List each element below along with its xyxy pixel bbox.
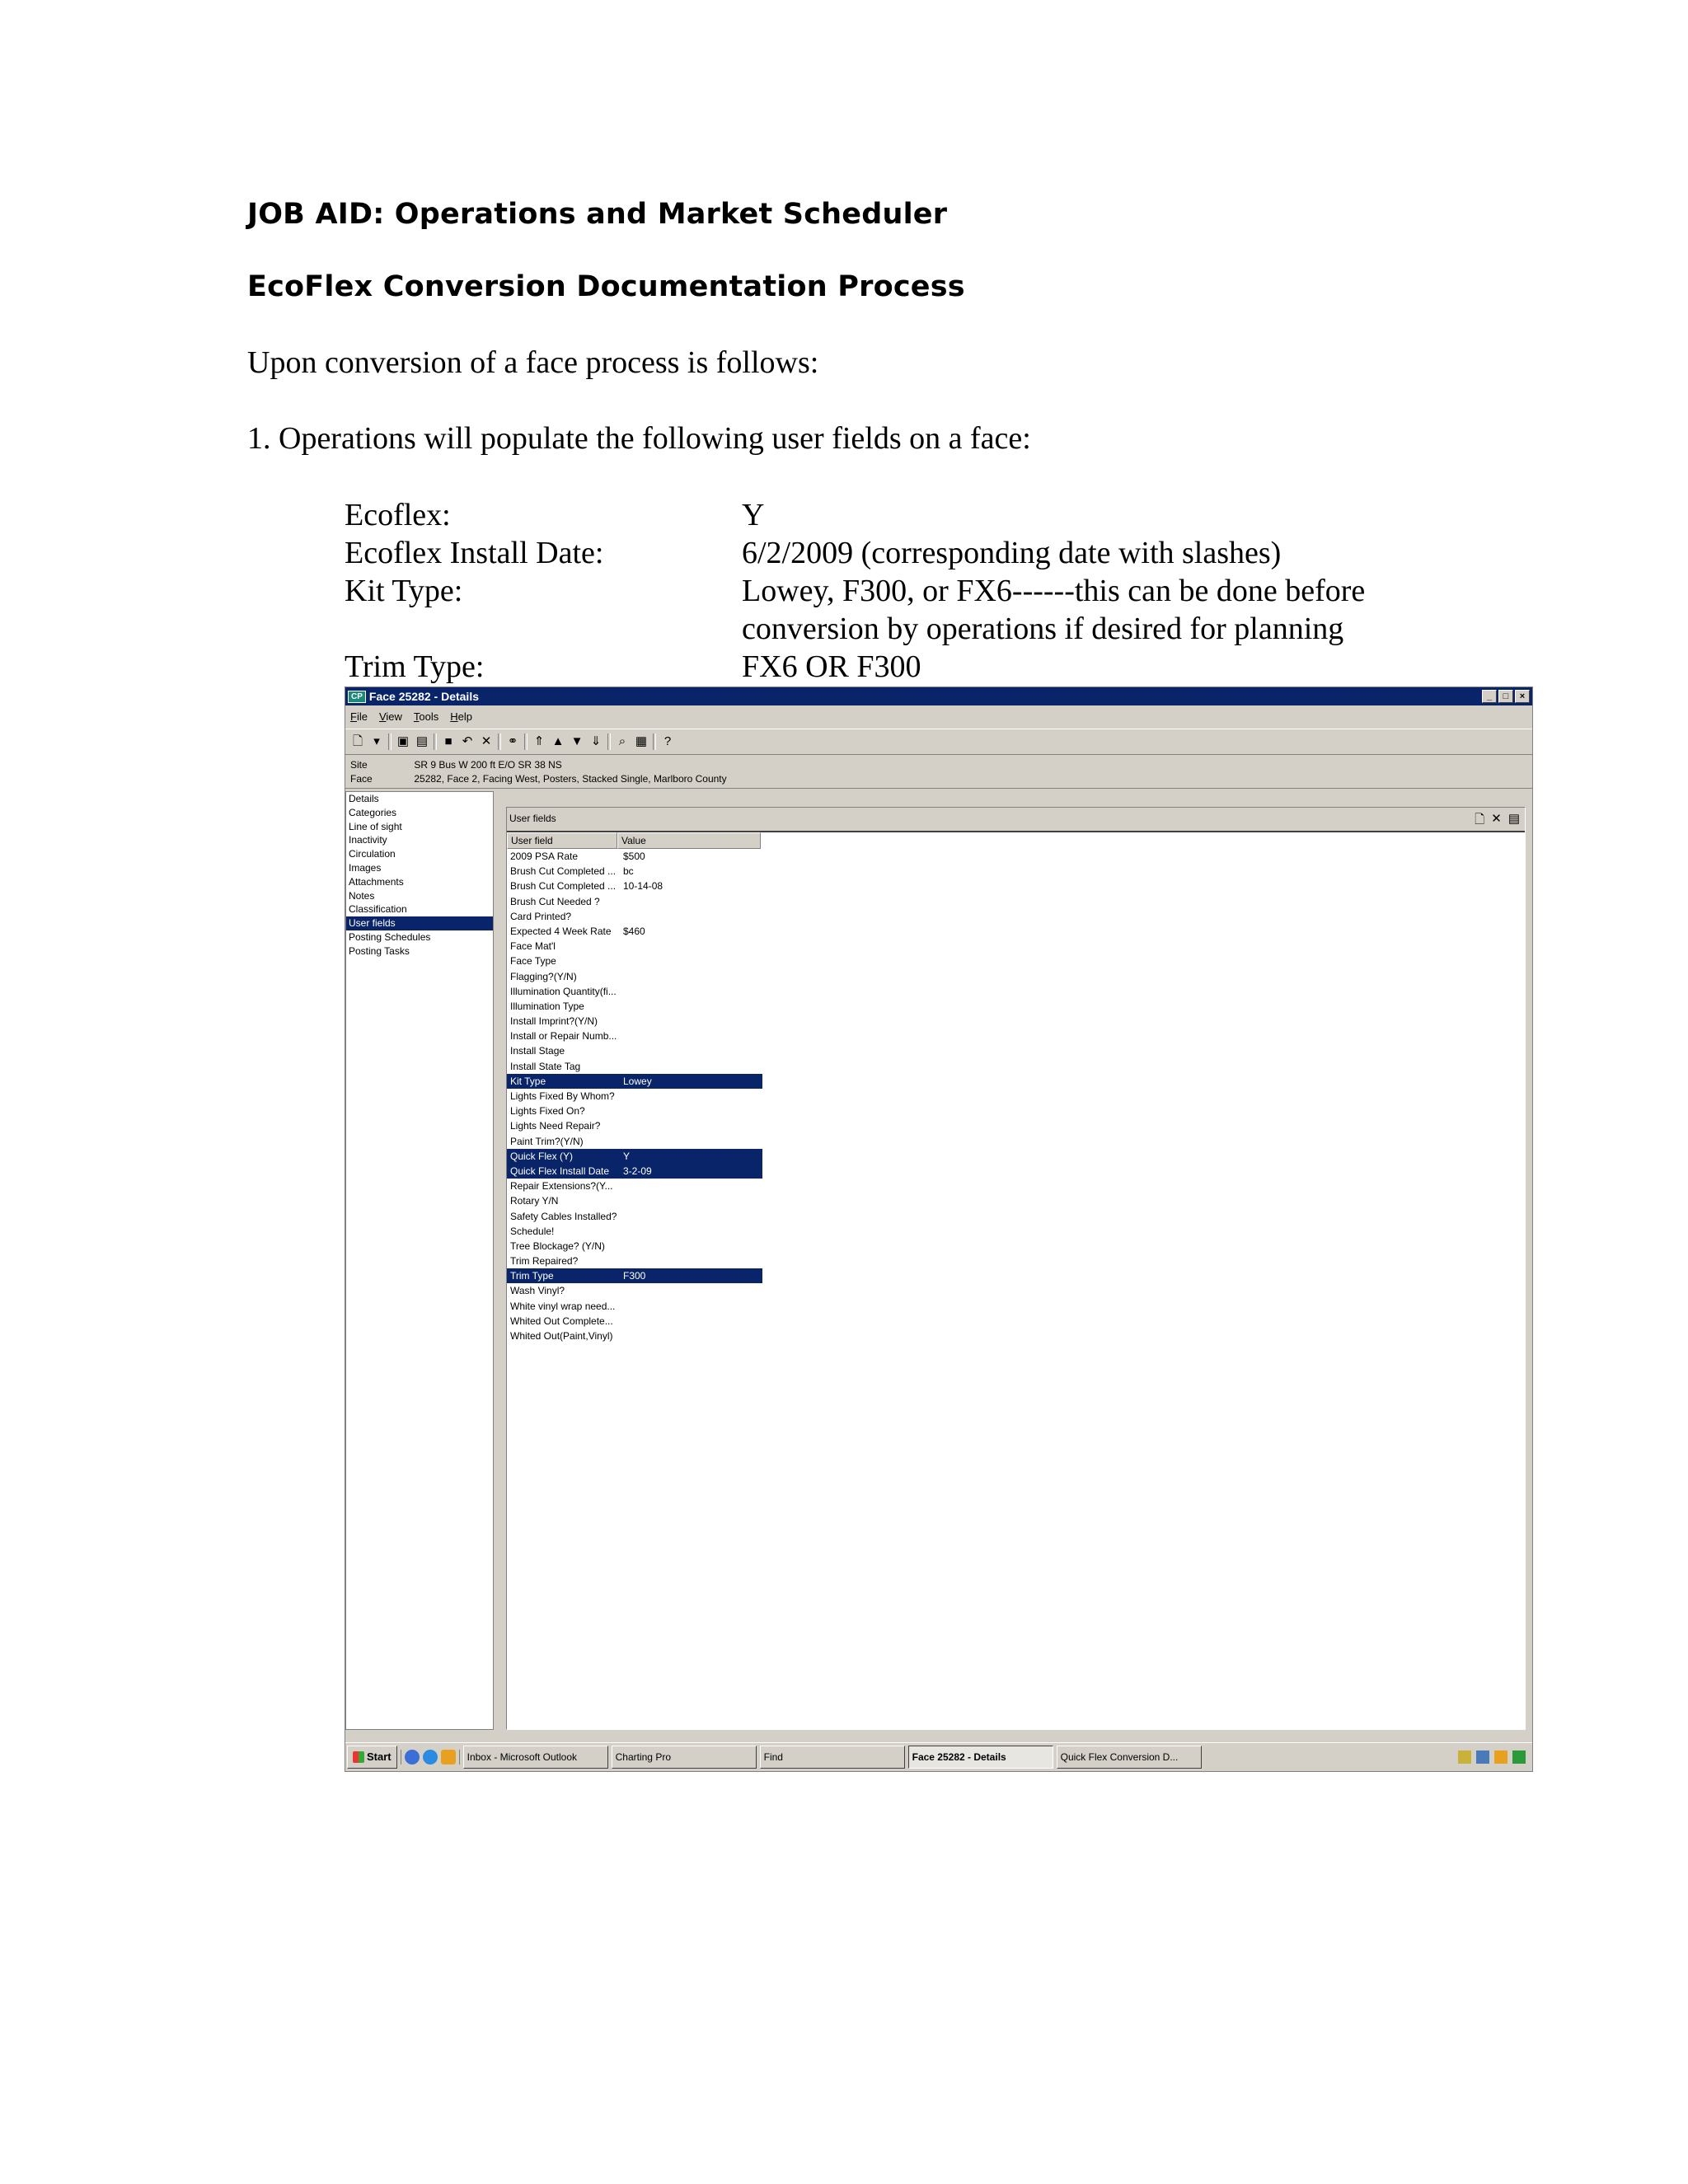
site-label: Site: [350, 759, 368, 771]
table-row[interactable]: [507, 909, 762, 924]
table-row[interactable]: [507, 1164, 762, 1179]
nav-item-classification[interactable]: Classification: [349, 903, 407, 916]
user-field-cell: Illumination Quantity(fi...: [510, 985, 617, 997]
task-buttons: [463, 1746, 1202, 1769]
table-row[interactable]: [507, 1104, 762, 1118]
site-row: [350, 758, 562, 772]
table-row[interactable]: [507, 999, 762, 1014]
table-row[interactable]: [507, 1283, 762, 1298]
user-field-cell: Lights Fixed On?: [510, 1105, 585, 1118]
table-row[interactable]: [507, 1193, 762, 1208]
value-cell: [623, 1224, 762, 1239]
menu-tools[interactable]: Tools: [413, 710, 439, 723]
tray-status-icon[interactable]: [1512, 1750, 1526, 1764]
table-row[interactable]: [507, 1314, 762, 1329]
table-row[interactable]: [507, 1134, 762, 1149]
user-field-cell: White vinyl wrap need...: [510, 1300, 616, 1312]
user-field-cell: Rotary Y/N: [510, 1195, 559, 1207]
value-cell: [623, 1329, 762, 1343]
step-1-text: 1. Operations will populate the following user fields on a face:: [247, 421, 1031, 456]
windows-flag-icon: [353, 1751, 364, 1763]
nav-item-posting-schedules[interactable]: Posting Schedules: [349, 930, 431, 943]
window-titlebar[interactable]: [345, 687, 1532, 705]
column-header-user-field[interactable]: User field: [507, 832, 617, 849]
nav-item-notes[interactable]: Notes: [349, 889, 375, 902]
user-fields-grid: [507, 831, 1525, 1729]
user-field-cell: Illumination Type: [510, 1000, 584, 1012]
minimize-button[interactable]: _: [1482, 690, 1497, 703]
previous-record-icon[interactable]: ▲: [551, 734, 565, 748]
new-item-icon[interactable]: 🗋: [1475, 813, 1485, 827]
user-field-cell: Face Mat'l: [510, 940, 556, 953]
taskbar-task-button[interactable]: Charting Pro: [612, 1746, 757, 1769]
user-field-cell: Lights Need Repair?: [510, 1120, 601, 1132]
value-cell: [623, 1059, 762, 1074]
table-row[interactable]: [507, 1089, 762, 1104]
table-row[interactable]: [507, 1059, 762, 1074]
table-row[interactable]: [507, 924, 762, 939]
table-row[interactable]: [507, 864, 762, 879]
record-info: [345, 757, 1532, 789]
toolbar: [345, 729, 1532, 755]
nav-item-inactivity[interactable]: Inactivity: [349, 834, 387, 846]
value-cell: [623, 1043, 762, 1058]
tray-outlook-icon[interactable]: [1494, 1750, 1507, 1764]
field-value: Lowey, F300, or FX6------this can be done before conversion by operations if desired for planning: [742, 574, 1366, 646]
internet-explorer-icon[interactable]: [423, 1750, 438, 1765]
user-field-cell: Quick Flex (Y): [510, 1150, 574, 1162]
value-cell: [623, 1239, 762, 1254]
value-cell: Lowey: [623, 1075, 652, 1087]
open-icon[interactable]: ▣: [396, 734, 410, 748]
value-cell: [623, 1014, 762, 1029]
nav-item-attachments[interactable]: Attachments: [349, 875, 404, 888]
value-cell: [623, 1029, 762, 1043]
table-row[interactable]: [507, 1179, 762, 1193]
grid-rows: [507, 849, 762, 1343]
field-value: Y: [742, 498, 765, 532]
menu-file[interactable]: File: [350, 710, 368, 723]
face-row: [350, 772, 727, 786]
last-record-icon[interactable]: ⇓: [590, 734, 602, 748]
toolbar-separator: [653, 733, 656, 750]
windows-taskbar: [345, 1742, 1532, 1771]
field-label: Ecoflex:: [345, 498, 451, 532]
field-label: Trim Type:: [345, 649, 485, 684]
value-cell: [623, 1254, 762, 1268]
user-field-cell: Paint Trim?(Y/N): [510, 1135, 584, 1147]
table-row[interactable]: [507, 1299, 762, 1314]
detail-nav-list: [345, 791, 494, 1730]
save-icon[interactable]: ■: [444, 734, 452, 748]
value-cell: [623, 1179, 762, 1193]
start-button[interactable]: [347, 1746, 397, 1769]
user-field-cell: Install Imprint?(Y/N): [510, 1015, 598, 1028]
user-field-cell: Wash Vinyl?: [510, 1285, 565, 1297]
nav-item-categories[interactable]: Categories: [349, 806, 397, 818]
value-cell: $500: [623, 851, 645, 862]
value-cell: [623, 1314, 762, 1329]
system-tray: [1458, 1750, 1532, 1764]
value-cell: [623, 1104, 762, 1118]
field-label: Ecoflex Install Date:: [345, 536, 604, 570]
user-field-cell: Trim Repaired?: [510, 1255, 579, 1268]
panel-title: User fields: [509, 813, 556, 824]
value-cell: [623, 1209, 762, 1224]
value-cell: [623, 1193, 762, 1208]
value-cell: [623, 1134, 762, 1149]
value-cell: [623, 984, 762, 999]
next-record-icon[interactable]: ▼: [570, 734, 584, 748]
user-field-cell: Schedule!: [510, 1225, 555, 1237]
taskbar-task-button[interactable]: Inbox - Microsoft Outlook: [463, 1746, 608, 1769]
user-field-cell: Brush Cut Completed ...: [510, 880, 617, 893]
user-field-cell: Expected 4 Week Rate: [510, 925, 612, 937]
value-cell: Y: [623, 1150, 631, 1162]
close-button[interactable]: ×: [1515, 690, 1530, 703]
value-cell: 3-2-09: [623, 1165, 652, 1177]
table-row[interactable]: [507, 1268, 762, 1283]
field-value: FX6 OR F300: [742, 649, 921, 684]
field-value: 6/2/2009 (corresponding date with slashes): [742, 536, 1282, 570]
value-cell: [623, 969, 762, 984]
screenshot-window: [345, 687, 1533, 1772]
new-icon[interactable]: 🗋: [352, 734, 363, 748]
tray-pen-icon[interactable]: [1458, 1750, 1471, 1764]
value-cell: [623, 909, 762, 924]
desktop-icon[interactable]: [405, 1750, 420, 1765]
doc-title: JOB AID: Operations and Market Scheduler: [247, 198, 948, 231]
grid-header: [507, 832, 1525, 849]
nav-item-details[interactable]: Details: [349, 793, 379, 804]
table-row[interactable]: [507, 1254, 762, 1268]
toolbar-separator: [388, 733, 392, 750]
find-icon[interactable]: ⌕: [618, 734, 626, 748]
menu-view[interactable]: View: [378, 710, 402, 723]
value-cell: [623, 939, 762, 954]
value-cell: [623, 999, 762, 1014]
nav-item-images[interactable]: Images: [349, 861, 382, 874]
table-row[interactable]: [507, 1209, 762, 1224]
toolbar-separator: [434, 733, 437, 750]
doc-subtitle: EcoFlex Conversion Documentation Process: [247, 270, 965, 303]
taskbar-task-button[interactable]: Find: [760, 1746, 905, 1769]
table-row[interactable]: [507, 1224, 762, 1239]
taskbar-task-button[interactable]: Face 25282 - Details: [908, 1746, 1053, 1769]
menu-bar: [345, 705, 1532, 727]
start-label: Start: [367, 1750, 392, 1763]
menu-help[interactable]: Help: [450, 710, 473, 723]
undo-icon[interactable]: ↶: [462, 734, 473, 748]
table-row[interactable]: [507, 1029, 762, 1043]
user-field-cell: Whited Out Complete...: [510, 1315, 613, 1327]
table-row[interactable]: [507, 1014, 762, 1029]
first-record-icon[interactable]: ⇑: [533, 734, 545, 748]
user-field-cell: Tree Blockage? (Y/N): [510, 1240, 605, 1252]
face-label: Face: [350, 773, 373, 785]
user-field-cell: Kit Type: [510, 1075, 546, 1087]
user-fields-panel: [506, 807, 1526, 1730]
panel-tools: [1475, 811, 1520, 832]
table-row[interactable]: [507, 969, 762, 984]
user-field-cell: Install Stage: [510, 1045, 565, 1057]
table-row[interactable]: [507, 954, 762, 968]
table-row[interactable]: [507, 984, 762, 999]
outlook-icon[interactable]: [441, 1750, 456, 1765]
table-row[interactable]: [507, 879, 762, 893]
user-field-cell: Trim Type: [510, 1270, 554, 1282]
value-cell: $460: [623, 925, 645, 937]
user-field-cell: Lights Fixed By Whom?: [510, 1090, 615, 1102]
value-cell: bc: [623, 865, 634, 878]
user-field-cell: Quick Flex Install Date: [510, 1165, 610, 1177]
user-field-cell: Brush Cut Needed ?: [510, 895, 600, 907]
quick-launch: [401, 1750, 460, 1765]
field-label: Kit Type:: [345, 574, 463, 608]
site-value: SR 9 Bus W 200 ft E/O SR 38 NS: [414, 759, 562, 771]
delete-icon[interactable]: ✕: [481, 734, 492, 748]
table-row[interactable]: [507, 1118, 762, 1133]
table-row[interactable]: [507, 1329, 762, 1343]
dropdown-arrow-icon[interactable]: ▾: [373, 734, 380, 748]
value-cell: [623, 894, 762, 909]
user-field-cell: Card Printed?: [510, 910, 572, 922]
user-field-cell: Brush Cut Completed ...: [510, 865, 617, 878]
user-field-cell: Safety Cables Installed?: [510, 1210, 617, 1222]
window-controls: [1482, 690, 1530, 703]
folder-icon[interactable]: ▤: [415, 734, 429, 748]
table-row[interactable]: [507, 849, 762, 864]
table-row[interactable]: [507, 939, 762, 954]
maximize-button[interactable]: □: [1498, 690, 1513, 703]
table-row[interactable]: [507, 1149, 762, 1164]
link-icon[interactable]: ⚭: [507, 734, 518, 748]
table-row[interactable]: [507, 1074, 762, 1089]
toolbar-separator: [498, 733, 501, 750]
table-row[interactable]: [507, 1239, 762, 1254]
nav-item-circulation[interactable]: Circulation: [349, 848, 396, 860]
value-cell: F300: [623, 1270, 646, 1282]
taskbar-task-button[interactable]: Quick Flex Conversion D...: [1057, 1746, 1202, 1769]
user-field-cell: Flagging?(Y/N): [510, 970, 577, 982]
remove-item-icon[interactable]: ✕: [1491, 812, 1502, 826]
properties-icon[interactable]: ▤: [1507, 812, 1520, 826]
user-field-cell: Install State Tag: [510, 1060, 581, 1072]
user-field-cell: Repair Extensions?(Y...: [510, 1180, 613, 1193]
report-icon[interactable]: ▦: [635, 734, 648, 748]
value-cell: [623, 1283, 762, 1298]
toolbar-separator: [607, 733, 611, 750]
value-cell: 10-14-08: [623, 880, 663, 893]
value-cell: [623, 1118, 762, 1133]
value-cell: [623, 1089, 762, 1104]
toolbar-separator: [524, 733, 528, 750]
intro-text: Upon conversion of a face process is follows:: [247, 345, 819, 380]
window-title: Face 25282 - Details: [368, 690, 479, 703]
app-logo-icon: CP: [348, 691, 366, 703]
nav-item-user-fields[interactable]: User fields: [346, 916, 493, 930]
user-field-cell: 2009 PSA Rate: [510, 851, 579, 862]
table-row[interactable]: [507, 894, 762, 909]
face-value: 25282, Face 2, Facing West, Posters, Stacked Single, Marlboro County: [414, 773, 727, 785]
help-icon[interactable]: ?: [663, 734, 672, 748]
tray-network-icon[interactable]: [1476, 1750, 1489, 1764]
user-field-cell: Install or Repair Numb...: [510, 1030, 617, 1043]
nav-item-line-of-sight[interactable]: Line of sight: [349, 820, 402, 832]
value-cell: [623, 1299, 762, 1314]
user-field-cell: Face Type: [510, 955, 556, 968]
value-cell: [623, 954, 762, 968]
column-header-value[interactable]: Value: [617, 832, 761, 849]
nav-item-posting-tasks[interactable]: Posting Tasks: [349, 944, 410, 957]
user-field-cell: Whited Out(Paint,Vinyl): [510, 1330, 613, 1342]
table-row[interactable]: [507, 1043, 762, 1058]
